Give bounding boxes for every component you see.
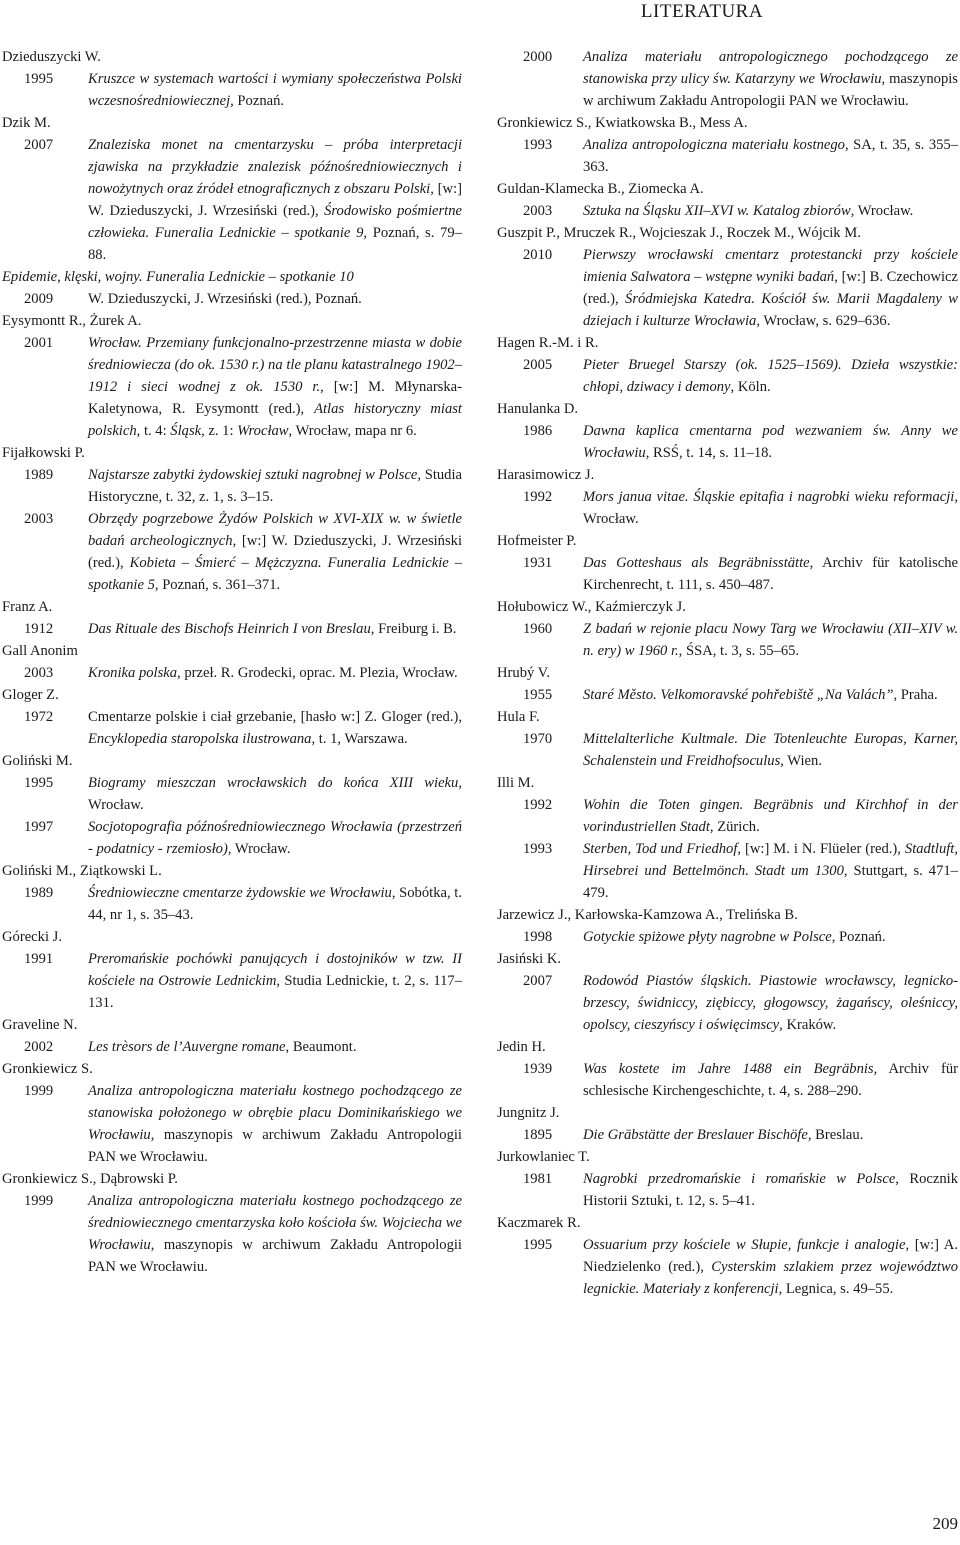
citation-title: Wrocław. Przemiany funkcjonalno-przestrzenne miasta w dobie średniowiecza (do ok. 1530 r.) na tle planu katastralnego 1902–1912 i sieci wodnej z ok. 1530 r. (88, 335, 462, 395)
work-year: 1939 (523, 1061, 553, 1077)
entry-work (497, 1124, 958, 1146)
work-year: 1989 (24, 467, 54, 483)
work-citation (88, 288, 462, 310)
citation-title: Atlas historyczny miast polskich (88, 401, 462, 439)
citation-title: Staré Město. Velkomoravské pohřebiště „Na Valách” (583, 687, 894, 703)
bibliography-entry (2, 596, 462, 640)
work-citation (583, 838, 958, 904)
bibliography-entry (497, 178, 958, 222)
citation-detail: , Freiburg i. B. (370, 621, 457, 637)
entry-work (2, 816, 462, 860)
citation-title: Mors janua vitae. Śląskie epitafia i nagrobki wieku reformacji (583, 489, 955, 505)
citation-detail: , Wien. (780, 753, 822, 769)
work-citation (583, 1124, 958, 1146)
entry-work (2, 618, 462, 640)
citation-title: Średniowieczne cmentarze żydowskie we Wrocławiu (88, 885, 392, 901)
work-year: 1960 (523, 621, 553, 637)
entry-author: Hanulanka D. (497, 401, 579, 417)
citation-detail: Cmentarze polskie i ciał grzebanie, [hasło w:] Z. Gloger (red.), (88, 709, 462, 725)
work-citation (88, 1036, 462, 1058)
work-citation (583, 552, 958, 596)
entry-work (497, 552, 958, 596)
bibliography-entry (497, 1212, 958, 1300)
work-year: 2010 (523, 247, 553, 263)
work-year: 1986 (523, 423, 553, 439)
citation-detail: , [w:] B. Czechowicz (red.), (583, 269, 958, 307)
work-citation (88, 1080, 462, 1168)
work-year: 1931 (523, 555, 553, 571)
citation-detail: , [w:] A. Niedzielenko (red.), (583, 1237, 958, 1275)
work-citation (583, 134, 958, 178)
work-year: 2002 (24, 1039, 54, 1055)
work-year: 1999 (24, 1193, 54, 1209)
citation-detail: , Poznań, s. 361–371. (154, 577, 281, 593)
entry-work (2, 1080, 462, 1168)
work-citation (583, 684, 958, 706)
entry-author: Gronkiewicz S., Kwiatkowska B., Mess A. (497, 115, 748, 131)
entry-work (497, 46, 958, 112)
bibliography-entry (497, 398, 958, 464)
citation-detail: , [w:] M. i N. Flüeler (red.), (737, 841, 905, 857)
entry-work (497, 684, 958, 706)
entry-work (497, 1168, 958, 1212)
citation-title: Wohin die Toten gingen. Begräbnis und Kirchhof in der vorindustriellen Stadt (583, 797, 958, 835)
work-year: 1992 (523, 489, 553, 505)
citation-title: Die Grābstätte der Breslauer Bischöfe (583, 1127, 808, 1143)
work-year: 1991 (24, 951, 54, 967)
work-citation (583, 970, 958, 1036)
entry-author: Franz A. (2, 599, 53, 615)
bibliography-entry (2, 46, 462, 112)
entry-work (497, 486, 958, 530)
bibliography-entry (497, 530, 958, 596)
entry-author: Jasiński K. (497, 951, 562, 967)
work-citation (583, 618, 958, 662)
citation-title: Socjotopografia późnośredniowiecznego Wrocławia (przestrzeń - podatnicy - rzemiosło) (88, 819, 462, 857)
entry-work (2, 332, 462, 442)
citation-detail: , Wrocław, mapa nr 6. (288, 423, 417, 439)
entry-author: Hofmeister P. (497, 533, 577, 549)
entry-author: Graveline N. (2, 1017, 78, 1033)
citation-title: Pierwszy wrocławski cmentarz protestancki przy kościele imienia Salwatora – wstępne wyniki badań (583, 247, 958, 285)
work-citation (88, 618, 462, 640)
citation-detail: , Archiv für katolische Kirchenrecht, t. 111, s. 450–487. (583, 555, 958, 593)
entry-work (497, 728, 958, 772)
bibliography-entry (497, 332, 958, 398)
entry-author: Guldan-Klamecka B., Ziomecka A. (497, 181, 704, 197)
bibliography-entry (497, 464, 958, 530)
citation-detail: , Studia Lednickie, t. 2, s. 117–131. (88, 973, 462, 1011)
work-year: 2001 (24, 335, 54, 351)
work-citation (583, 244, 958, 332)
citation-detail: , Wrocław. (583, 489, 958, 527)
work-year: 1989 (24, 885, 54, 901)
citation-detail: , Praha. (893, 687, 938, 703)
citation-detail: , Kraków. (779, 1017, 837, 1033)
entry-work (497, 838, 958, 904)
entry-author: Jurkowlaniec T. (497, 1149, 590, 1165)
work-citation (583, 1168, 958, 1212)
entry-author: Jedin H. (497, 1039, 546, 1055)
bibliography-entry (2, 112, 462, 266)
entry-author: Górecki J. (2, 929, 62, 945)
citation-detail: , Beaumont. (285, 1039, 357, 1055)
entry-work (2, 772, 462, 816)
citation-detail: , przeł. R. Grodecki, oprac. M. Plezia, Wrocław. (177, 665, 458, 681)
citation-title: Analiza antropologiczna materiału kostnego pochodzącego ze stanowiska położonego w obrębie placu Dominikańskiego we Wrocławiu (88, 1083, 462, 1143)
entry-work (2, 508, 462, 596)
work-year: 1912 (24, 621, 54, 637)
citation-detail: , Archiv für schlesische Kirchengeschichte, t. 4, s. 288–290. (583, 1061, 958, 1099)
citation-title: Wrocław (237, 423, 289, 439)
bibliography-entry (2, 684, 462, 750)
work-citation (88, 662, 462, 684)
citation-detail: , Stuttgart, s. 471–479. (583, 863, 958, 901)
work-year: 2003 (24, 511, 54, 527)
entry-work (2, 662, 462, 684)
entry-author: Gronkiewicz S. (2, 1061, 93, 1077)
bibliography-entry (2, 1058, 462, 1168)
citation-detail: , Zürich. (709, 819, 760, 835)
entry-author: Gronkiewicz S., Dąbrowski P. (2, 1171, 178, 1187)
work-year: 2000 (523, 49, 553, 65)
work-year: 1895 (523, 1127, 553, 1143)
page-number: 209 (932, 1514, 958, 1533)
entry-author: Kaczmarek R. (497, 1215, 581, 1231)
entry-work (497, 244, 958, 332)
entry-work (2, 706, 462, 750)
work-citation (583, 926, 958, 948)
citation-title: Analiza antropologiczna materiału kostnego (583, 137, 845, 153)
work-year: 1999 (24, 1083, 54, 1099)
entry-work (497, 794, 958, 838)
work-year: 1995 (24, 71, 54, 87)
citation-title: Znaleziska monet na cmentarzysku – próba interpretacji zjawiska na przykładzie znalezisk późnośredniowiecznych i nowożytnych oraz źródeł etnograficznych z obszaru Polski, (88, 137, 462, 197)
work-year: 1997 (24, 819, 54, 835)
bibliography-column-right (497, 46, 958, 1300)
entry-work (2, 134, 462, 266)
work-citation (88, 948, 462, 1014)
entry-author: Goliński M. (2, 753, 73, 769)
entry-author: Eysymontt R., Żurek A. (2, 313, 142, 329)
work-citation (583, 46, 958, 112)
entry-author: Goliński M., Ziątkowski L. (2, 863, 162, 879)
work-citation (583, 728, 958, 772)
bibliography-entry (497, 1036, 958, 1102)
work-year: 1970 (523, 731, 553, 747)
citation-detail: , maszynopis w archiwum Zakładu Antropologii PAN we Wrocławiu. (583, 71, 958, 109)
entry-work (2, 1036, 462, 1058)
citation-title: Analiza materiału antropologicznego pochodzącego ze stanowiska przy ulicy św. Katarzyny we Wrocławiu (583, 49, 958, 87)
bibliography-entry (497, 706, 958, 772)
bibliography-entry (2, 310, 462, 442)
citation-title: Das Rituale des Bischofs Heinrich I von Breslau (88, 621, 371, 637)
citation-detail: , t. 1, Warszawa. (311, 731, 408, 747)
entry-work (497, 970, 958, 1036)
citation-title: Mittelalterliche Kultmale. Die Totenleuchte Europas, Karner, Schalenstein und Freidhofsoculus (583, 731, 958, 769)
entry-work (497, 354, 958, 398)
citation-detail: , Poznań, s. 79–88. (88, 225, 462, 263)
work-citation (583, 354, 958, 398)
work-citation (88, 706, 462, 750)
citation-title: Les trèsors de l’Auvergne romane (88, 1039, 286, 1055)
citation-detail: , [w:] W. Dzieduszycki, J. Wrzesiński (red.), (88, 533, 462, 571)
entry-author: Gall Anonim (2, 643, 78, 659)
entry-work (497, 926, 958, 948)
work-year: 2003 (24, 665, 54, 681)
bibliography-entry (497, 1146, 958, 1212)
citation-title: Sterben, Tod und Friedhof (583, 841, 738, 857)
entry-work (497, 200, 958, 222)
work-year: 1998 (523, 929, 553, 945)
bibliography-entry (497, 662, 958, 706)
entry-work (2, 288, 462, 310)
citation-title: Stadtluft, Hirsebrei und Bettelmönch. Stadt um 1300 (583, 841, 958, 879)
citation-title: Z badań w rejonie placu Nowy Targ we Wrocławiu (XII–XIV w. n. ery) w 1960 r. (583, 621, 958, 659)
bibliography-entry (497, 1102, 958, 1146)
bibliography-entry (2, 1168, 462, 1278)
work-citation (583, 1058, 958, 1102)
work-citation (88, 68, 462, 112)
work-year: 2007 (523, 973, 553, 989)
work-year: 1995 (24, 775, 54, 791)
work-year: 1993 (523, 137, 553, 153)
citation-detail: , RSŚ, t. 14, s. 11–18. (645, 445, 773, 461)
work-year: 2005 (523, 357, 553, 373)
entry-work (2, 464, 462, 508)
citation-title: Najstarsze zabytki żydowskiej sztuki nagrobnej w Polsce (88, 467, 418, 483)
citation-title: Kruszce w systemach wartości i wymiany społeczeństwa Polski wczesnośredniowiecznej, (88, 71, 462, 109)
work-citation (583, 200, 958, 222)
citation-detail: , [w:] M. Młynarska-Kaletynowa, R. Eysymontt (red.), (88, 379, 462, 417)
bibliography-entry (497, 46, 958, 112)
running-header: LITERATURA (640, 1, 764, 22)
entry-author: Hrubý V. (497, 665, 550, 681)
entry-author: Hołubowicz W., Kaźmierczyk J. (497, 599, 686, 615)
citation-title: Encyklopedia staropolska ilustrowana (88, 731, 312, 747)
citation-title: Biogramy mieszczan wrocławskich do końca XIII wieku (88, 775, 459, 791)
citation-title: Das Gotteshaus als Begräbnisstätte (583, 555, 810, 571)
bibliography-entry (497, 596, 958, 662)
bibliography-entry (2, 266, 462, 310)
work-citation (88, 134, 462, 266)
entry-work (2, 882, 462, 926)
bibliography-entry (2, 442, 462, 596)
work-citation (88, 1190, 462, 1278)
citation-title: Nagrobki przedromańskie i romańskie w Polsce (583, 1171, 896, 1187)
citation-detail: , Wrocław. (88, 775, 462, 813)
work-citation (88, 508, 462, 596)
entry-author: Jungnitz J. (497, 1105, 560, 1121)
entry-author: Fijałkowski P. (2, 445, 85, 461)
citation-detail: , ŚSA, t. 3, s. 55–65. (678, 643, 800, 659)
work-year: 2007 (24, 137, 54, 153)
citation-title: Was kostete im Jahre 1488 ein Begräbnis (583, 1061, 874, 1077)
citation-detail: , maszynopis w archiwum Zakładu Antropologii PAN we Wrocławiu. (88, 1127, 462, 1165)
work-year: 1955 (523, 687, 553, 703)
entry-author: Gloger Z. (2, 687, 59, 703)
work-citation (88, 464, 462, 508)
entry-work (2, 1190, 462, 1278)
work-year: 1981 (523, 1171, 553, 1187)
bibliography-entry (2, 1014, 462, 1058)
entry-work (497, 1058, 958, 1102)
citation-detail: W. Dzieduszycki, J. Wrzesiński (red.), Poznań. (88, 291, 362, 307)
citation-detail: , t. 4: (136, 423, 171, 439)
citation-detail: , SA, t. 35, s. 355–363. (583, 137, 959, 175)
citation-title: Preromańskie pochówki panujących i dostojników w tzw. II kościele na Ostrowie Lednickim (88, 951, 462, 989)
work-citation (583, 794, 958, 838)
citation-title: Sztuka na Śląsku XII–XVI w. Katalog zbiorów (583, 203, 851, 219)
bibliography-column-left (2, 46, 462, 1278)
citation-title: Analiza antropologiczna materiału kostnego pochodzącego ze średniowiecznego cmentarzyska koło kościoła św. Wojciecha we Wrocławiu (88, 1193, 462, 1253)
work-citation (88, 332, 462, 442)
citation-detail: , Breslau. (807, 1127, 864, 1143)
citation-title: Śląsk (170, 423, 202, 439)
work-citation (88, 816, 462, 860)
bibliography-entry (2, 860, 462, 926)
citation-title: Obrzędy pogrzebowe Żydów Polskich w XVI-XIX w. w świetle badań archeologicznych (88, 511, 462, 549)
bibliography-entry (497, 772, 958, 904)
entry-author: Illi M. (497, 775, 535, 791)
entry-work (497, 618, 958, 662)
citation-title: Pieter Bruegel Starszy (ok. 1525–1569). Dzieła wszystkie: chłopi, dziwacy i demony (583, 357, 958, 395)
entry-author: Jarzewicz J., Karłowska-Kamzowa A., Trelińska B. (497, 907, 798, 923)
work-year: 2003 (523, 203, 553, 219)
citation-detail: , Poznań. (831, 929, 886, 945)
entry-work (2, 948, 462, 1014)
bibliography-entry (2, 640, 462, 684)
work-citation (583, 486, 958, 530)
bibliography-entry (2, 926, 462, 1014)
entry-work (497, 420, 958, 464)
work-citation (88, 772, 462, 816)
bibliography-entry (497, 904, 958, 948)
citation-detail: Poznań. (233, 93, 285, 109)
entry-author: Harasimowicz J. (497, 467, 595, 483)
bibliography-entry (497, 948, 958, 1036)
citation-title: Gotyckie spiżowe płyty nagrobne w Polsce (583, 929, 832, 945)
entry-work (497, 1234, 958, 1300)
citation-title: Środowisko pośmiertne człowieka. Funeralia Lednickie – spotkanie 9 (88, 203, 462, 241)
work-year: 2009 (24, 291, 54, 307)
citation-title: Dawna kaplica cmentarna pod wezwaniem św. Anny we Wrocławiu (583, 423, 958, 461)
citation-title: Cysterskim szlakiem przez województwo legnickie. Materiały z konferencji (583, 1259, 959, 1297)
citation-detail: , Legnica, s. 49–55. (778, 1281, 894, 1297)
citation-title: Rodowód Piastów śląskich. Piastowie wrocławscy, legnicko-brzescy, świdniccy, ziębiccy, głogowscy, żagańscy, oleśniccy, opolscy, cieszyńscy i oświęcimscy (583, 973, 958, 1033)
entry-work (2, 68, 462, 112)
citation-title: Kronika polska (88, 665, 178, 681)
bibliography-entry (497, 222, 958, 332)
citation-detail: , Studia Historyczne, t. 32, z. 1, s. 3–15. (88, 467, 463, 505)
entry-author: Epidemie, klęski, wojny. Funeralia Lednickie – spotkanie 10 (2, 269, 354, 285)
bibliography-entry (497, 112, 958, 178)
entry-author: Dzieduszycki W. (2, 49, 101, 65)
citation-detail: , Wrocław. (850, 203, 914, 219)
citation-detail: , Rocznik Historii Sztuki, t. 12, s. 5–41. (583, 1171, 958, 1209)
entry-author: Hula F. (497, 709, 540, 725)
citation-detail: , Sobótka, t. 44, nr 1, s. 35–43. (88, 885, 462, 923)
citation-detail: , Wrocław. (227, 841, 291, 857)
entry-author: Guszpit P., Mruczek R., Wojcieszak J., Roczek M., Wójcik M. (497, 225, 861, 241)
work-year: 1995 (523, 1237, 553, 1253)
citation-title: Kobieta – Śmierć – Mężczyzna. Funeralia Lednickie – spotkanie 5 (88, 555, 462, 593)
citation-title: Ossuarium przy kościele w Słupie, funkcje i analogie (583, 1237, 906, 1253)
work-year: 1993 (523, 841, 553, 857)
work-year: 1972 (24, 709, 54, 725)
bibliography-entry (2, 750, 462, 860)
work-citation (583, 420, 958, 464)
work-citation (583, 1234, 958, 1300)
citation-detail: [w:] W. Dzieduszycki, J. Wrzesiński (red.), (88, 181, 462, 219)
citation-title: Śródmiejska Katedra. Kościół św. Marii Magdaleny w dziejach i kulturze Wrocławia (583, 291, 958, 329)
citation-detail: , maszynopis w archiwum Zakładu Antropologii PAN we Wrocławiu. (88, 1237, 462, 1275)
citation-detail: , Köln. (730, 379, 771, 395)
entry-work (497, 134, 958, 178)
entry-author: Dzik M. (2, 115, 51, 131)
citation-detail: , Wrocław, s. 629–636. (756, 313, 891, 329)
entry-author: Hagen R.-M. i R. (497, 335, 599, 351)
citation-detail: , z. 1: (201, 423, 238, 439)
work-citation (88, 882, 462, 926)
work-year: 1992 (523, 797, 553, 813)
